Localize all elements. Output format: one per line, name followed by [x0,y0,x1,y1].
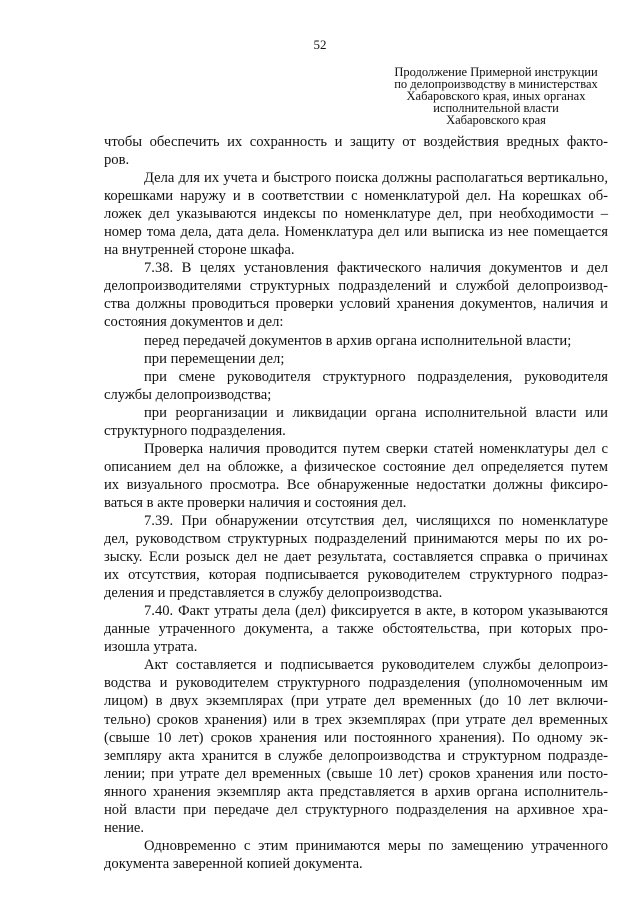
body-line: службы делопроизводства; [104,386,272,403]
running-header [380,66,612,126]
body-line: при перемещении дел; [144,350,285,367]
header-line: исполнительной власти [433,101,559,115]
body-line: при реорганизации и ликвидации органа исполнительной власти или [144,404,608,421]
body-line: Одновременно с этим принимаются меры по замещению утраченного [144,837,608,854]
body-line: ства должны проводиться проверки условий хранения документов, наличия и [104,296,608,313]
body-line: документа заверенной копией документа. [104,855,363,872]
body-line: чтобы обеспечить их сохранность и защиту от воздействия вредных факто- [104,134,608,150]
body-line: лицом) в двух экземплярах (при утрате дел временных (до 10 лет включи- [104,693,608,710]
body-line: делопроизводителями структурных подразделений и службой делопроизвод- [104,278,608,295]
body-line: изошла утрата. [104,639,198,656]
body-line: 7.39. При обнаружении отсутствия дел, числящихся по номенклатуре [144,512,608,529]
body-line: ложек дел указываются индексы по номенклатуре дел, при необходимости – [104,206,608,223]
body-line: при смене руководителя структурного подразделения, руководителя [144,368,608,385]
body-line: корешками наружу и в соответствии с номенклатурой дел. На корешках об- [104,188,608,205]
body-line: Дела для их учета и быстрого поиска должны располагаться вертикально, [144,170,608,187]
body-line: описанием дел на обложке, а физическое состояние дел определяется путем [104,458,608,475]
header-line: Продолжение Примерной инструкции [394,65,598,79]
body-line: структурного подразделения. [104,422,286,439]
header-line: Хабаровского края [446,113,546,127]
body-line: ваться в акте проверки наличия и состояния дел. [104,494,407,511]
document-body [104,133,608,873]
body-line: ров. [104,152,130,169]
body-line: их визуального просмотра. Все обнаруженные недостатки должны фиксиро- [104,476,608,493]
header-line: Хабаровского края, иных органах [406,89,586,103]
body-line: янного хранения экземпляр акта представляется в архив органа исполнитель- [104,783,608,800]
body-line: ной власти при передаче дел структурного подразделения на архивное хра- [104,801,608,818]
body-line: 7.38. В целях установления фактического наличия документов и дел [144,260,608,277]
body-line: перед передачей документов в архив органа исполнительной власти; [144,332,572,349]
body-line: Проверка наличия проводится путем сверки статей номенклатуры дел с [144,440,608,457]
header-line: по делопроизводству в министерствах [394,77,598,91]
body-line: лении; при утрате дел временных (свыше 10 лет) сроков хранения или посто- [104,765,608,782]
body-line: Акт составляется и подписывается руководителем службы делопроиз- [144,657,608,674]
body-line: нение. [104,819,145,836]
body-line: (свыше 10 лет) сроков хранения или постоянного хранения). По одному эк- [104,729,608,746]
body-line: деления и представляется в службу делопроизводства. [104,585,443,602]
body-line: на внутренней стороне шкафа. [104,242,295,259]
body-line: их отсутствия, которая подписывается руководителем структурного подраз- [104,567,608,584]
body-line: дел, руководством структурных подразделений принимаются меры по их ро- [104,531,608,548]
body-line: номер тома дела, дата дела. Номенклатура дел или выписка из нее помещается [104,224,608,241]
body-line: тельно) сроков хранения) или в трех экземплярах (при утрате дел временных [104,711,608,728]
body-line: земпляру акта хранится в службе делопроизводства и структурном подразде- [104,747,608,764]
body-line: зыску. Если розыск дел не дает результата, составляется справка о причинах [104,549,608,566]
body-line: данные утраченного документа, а также обстоятельства, при которых про- [104,621,608,638]
body-line: 7.40. Факт утраты дела (дел) фиксируется в акте, в котором указываются [144,603,608,620]
page-number: 52 [313,37,327,52]
body-line: состояния документов и дел: [104,314,284,331]
body-line: водства и руководителем структурного подразделения (уполномоченным им [104,675,608,692]
